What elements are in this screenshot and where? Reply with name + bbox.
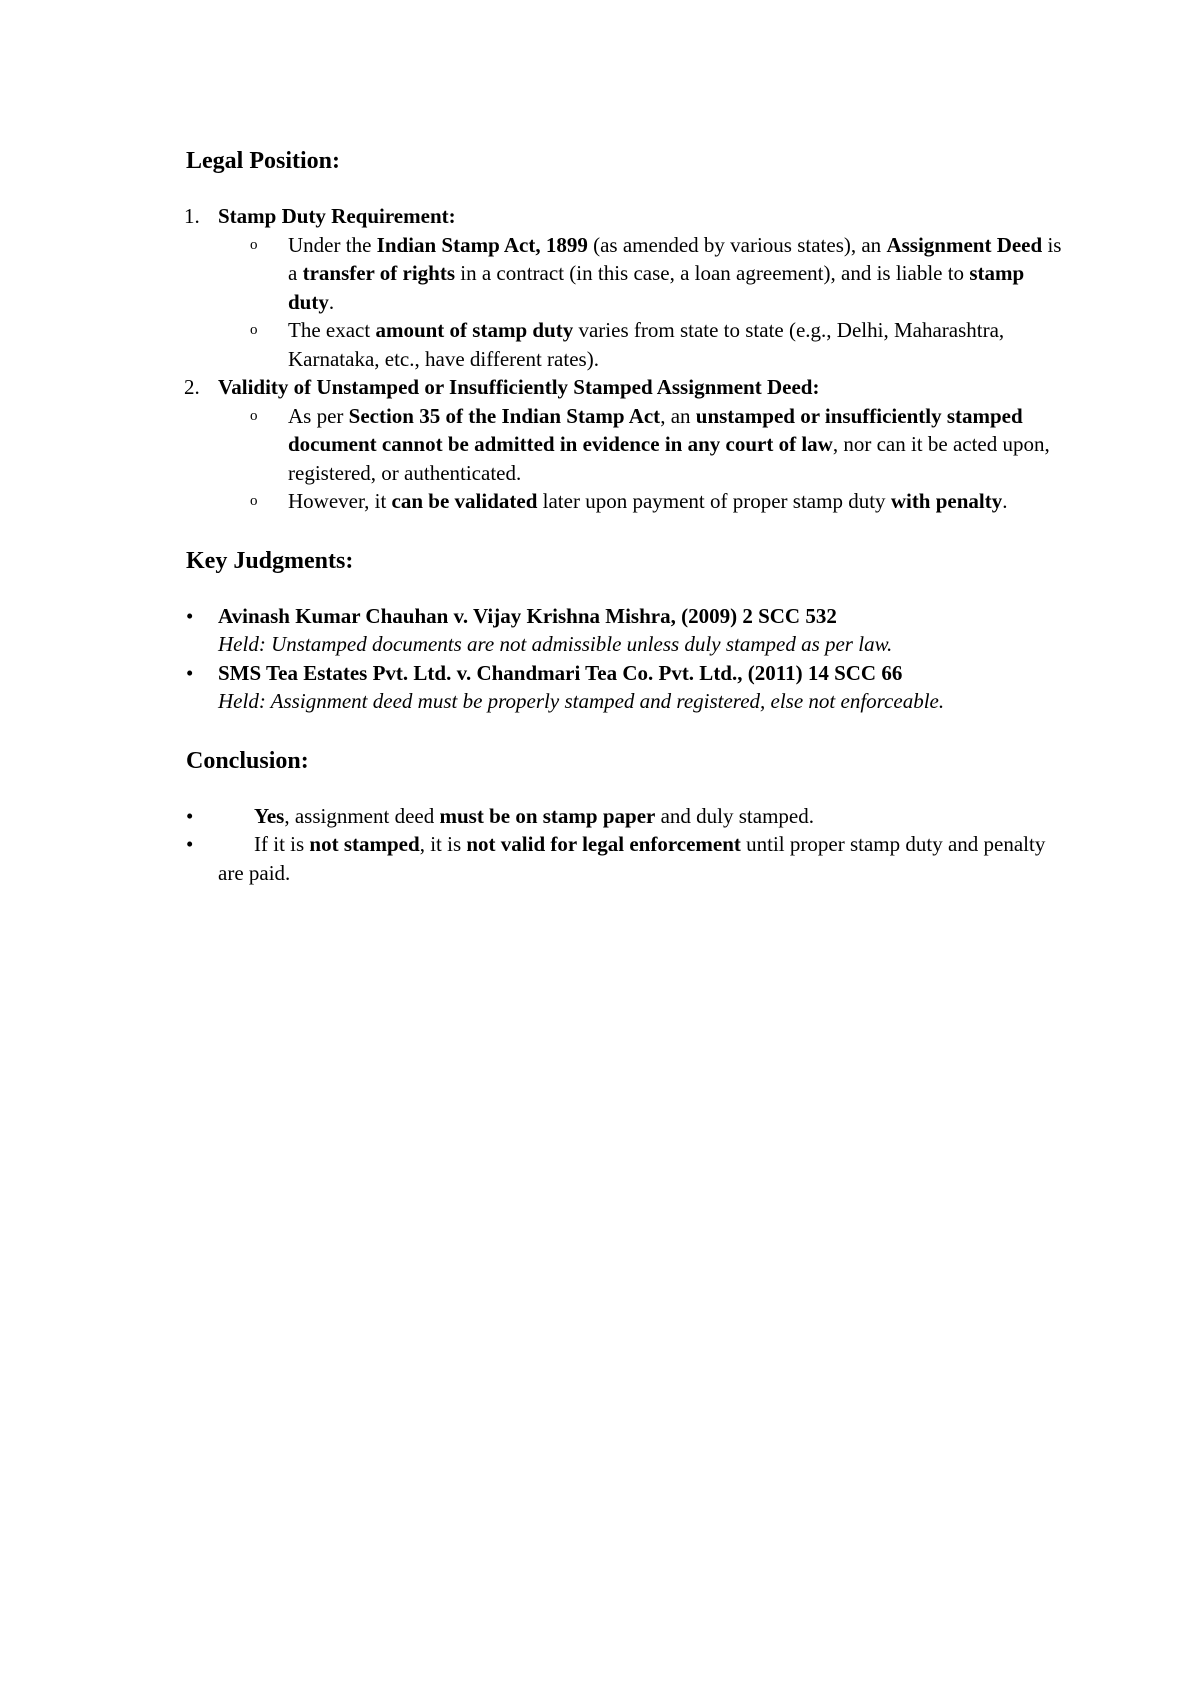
circle-bullet-icon: o bbox=[250, 407, 258, 424]
bold-run: Indian Stamp Act, 1899 bbox=[376, 232, 588, 257]
bullet-icon: • bbox=[186, 803, 194, 828]
conclusion-item bbox=[186, 830, 1066, 887]
circle-bullet-icon: o bbox=[250, 322, 258, 338]
heading-legal-position: Legal Position: bbox=[186, 148, 340, 174]
text-run: , it is bbox=[419, 832, 467, 856]
sub-list-item bbox=[250, 487, 1066, 516]
bold-run: can be validated bbox=[391, 489, 538, 513]
judgments-list bbox=[186, 602, 1066, 716]
bullet-icon: • bbox=[186, 660, 194, 685]
text-run: until proper stamp duty and penalty are paid. bbox=[218, 832, 1046, 885]
item-title: Validity of Unstamped or Insufficiently Stamped Assignment Deed: bbox=[218, 375, 820, 399]
conclusion-list bbox=[186, 802, 1066, 888]
list-item-validity bbox=[186, 373, 1066, 516]
bullet-icon: • bbox=[186, 832, 194, 856]
text-run: , assignment deed bbox=[284, 803, 440, 828]
text-run: However, it bbox=[288, 489, 392, 513]
list-number: 1. bbox=[184, 204, 200, 228]
bold-run: stamp duty bbox=[288, 261, 1025, 314]
heading-key-judgments: Key Judgments: bbox=[186, 547, 354, 574]
list-item-stamp-duty-requirement bbox=[186, 202, 1066, 373]
text-run: If it is bbox=[254, 832, 310, 856]
bold-run: with penalty bbox=[890, 489, 1003, 513]
bold-run: Yes bbox=[254, 803, 285, 828]
conclusion-item bbox=[186, 802, 1066, 831]
text-run: , an bbox=[660, 403, 696, 428]
bold-run: not stamped bbox=[309, 832, 420, 856]
text-run: (as amended by various states), an bbox=[587, 232, 887, 257]
text-run: . bbox=[1002, 489, 1008, 513]
item-title: Stamp Duty Requirement: bbox=[218, 204, 456, 228]
bold-run: amount of stamp duty bbox=[375, 318, 574, 342]
circle-bullet-icon: o bbox=[250, 493, 258, 509]
bold-run: not valid for legal enforcement bbox=[466, 832, 741, 856]
sub-list bbox=[218, 231, 1066, 374]
heading-conclusion: Conclusion: bbox=[186, 747, 309, 774]
judgment-item bbox=[186, 602, 1066, 659]
sub-list-item bbox=[250, 402, 1066, 488]
bold-run: must be on stamp paper bbox=[439, 803, 656, 828]
bold-run: unstamped or insufficiently stamped document cannot be admitted in evidence in any court of law bbox=[288, 403, 1023, 456]
bullet-icon: • bbox=[186, 603, 194, 628]
case-held: Held: Unstamped documents are not admissible unless duly stamped as per law. bbox=[218, 632, 893, 656]
sub-list-item bbox=[250, 231, 1066, 317]
list-number: 2. bbox=[184, 375, 200, 399]
bold-run: Assignment Deed bbox=[886, 232, 1043, 257]
text-run: varies from state to state (e.g., Delhi, Maharashtra, Karnataka, etc., have different rates). bbox=[288, 318, 1005, 371]
case-held: Held: Assignment deed must be properly stamped and registered, else not enforceable. bbox=[218, 689, 945, 713]
document-content bbox=[186, 146, 1066, 887]
text-run: . bbox=[328, 289, 335, 314]
text-run: As per bbox=[288, 403, 349, 428]
sub-list bbox=[218, 402, 1066, 516]
text-run: is a bbox=[288, 232, 1062, 285]
text-run: later upon payment of proper stamp duty bbox=[537, 489, 891, 513]
text-run: and duly stamped. bbox=[655, 803, 814, 828]
legal-position-list bbox=[186, 202, 1066, 516]
text-run: , nor can it be acted upon, registered, or authenticated. bbox=[288, 432, 1050, 485]
judgment-item bbox=[186, 659, 1066, 716]
bold-run: Section 35 of the Indian Stamp Act bbox=[348, 403, 661, 428]
text-run: The exact bbox=[288, 318, 376, 342]
circle-bullet-icon: o bbox=[250, 236, 258, 253]
case-citation: Avinash Kumar Chauhan v. Vijay Krishna Mishra, (2009) 2 SCC 532 bbox=[218, 603, 837, 628]
text-run: Under the bbox=[288, 232, 377, 257]
sub-list-item bbox=[250, 316, 1066, 373]
case-citation: SMS Tea Estates Pvt. Ltd. v. Chandmari Tea Co. Pvt. Ltd., (2011) 14 SCC 66 bbox=[218, 660, 903, 685]
text-run: in a contract (in this case, a loan agreement), and is liable to bbox=[455, 261, 970, 285]
bold-run: transfer of rights bbox=[302, 261, 455, 285]
